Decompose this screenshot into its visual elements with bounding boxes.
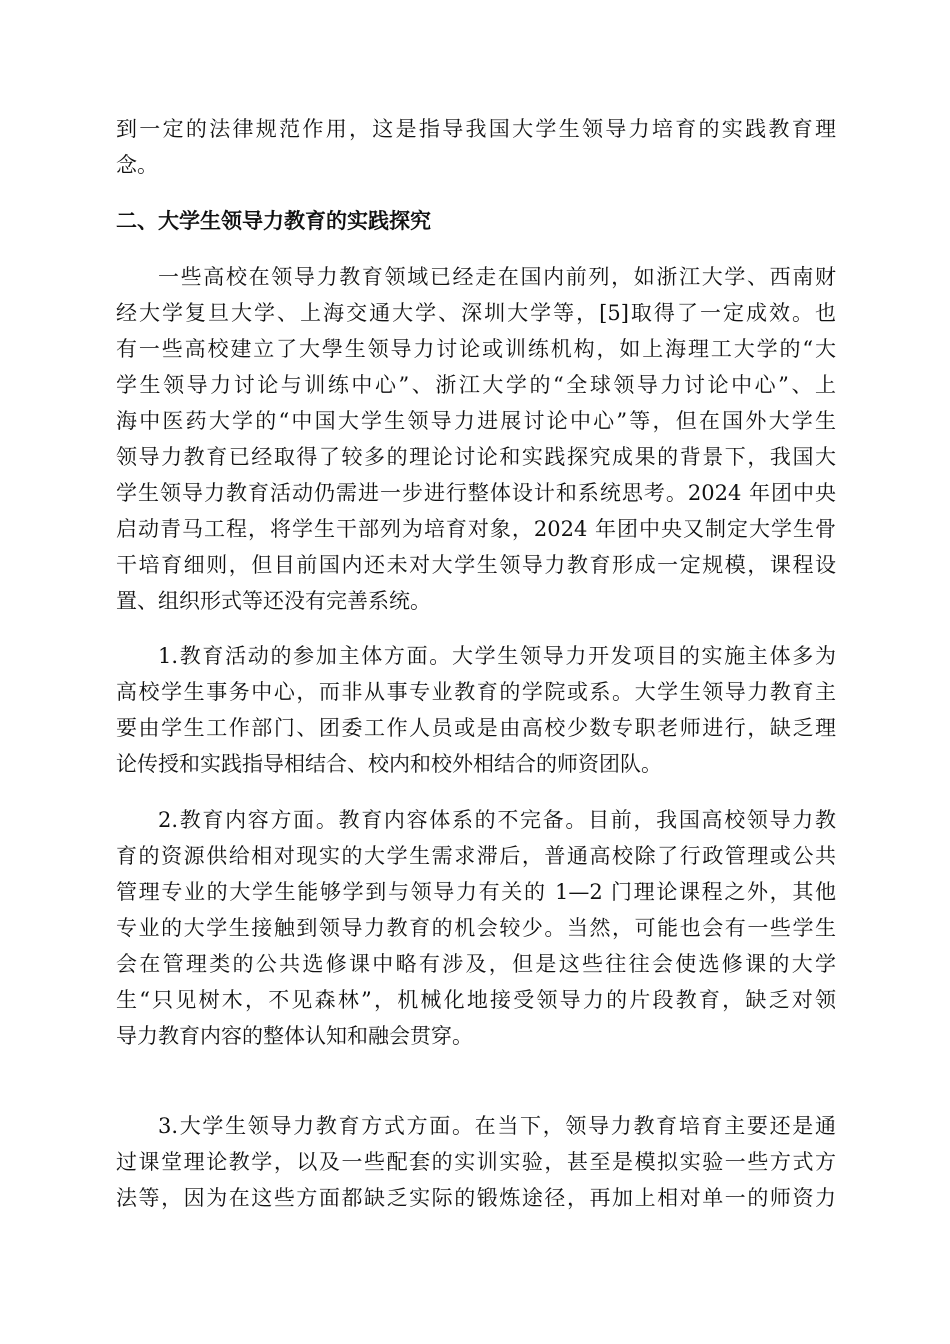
paragraph-line: 3.大学生领导力教育方式方面。在当下，领导力教育培育主要还是通 (158, 1114, 836, 1138)
paragraph-line: 启动青马工程，将学生干部列为培育对象，2024 年团中央又制定大学生骨 (116, 517, 836, 541)
section-heading: 二、大学生领导力教育的实践探究 (116, 209, 431, 233)
paragraph-line: 法等，因为在这些方面都缺乏实际的锻炼途径，再加上相对单一的师资力 (116, 1186, 836, 1210)
paragraph-line: 要由学生工作部门、团委工作人员或是由高校少数专职老师进行，缺乏理 (116, 716, 836, 740)
paragraph-line: 领导力教育已经取得了较多的理论讨论和实践探究成果的背景下，我国大 (116, 445, 836, 469)
paragraph-line: 有一些高校建立了大學生领导力讨论或训练机构，如上海理工大学的“大 (116, 337, 836, 361)
paragraph-line: 育的资源供给相对现实的大学生需求滞后，普通高校除了行政管理或公共 (116, 844, 836, 868)
paragraph-line: 会在管理类的公共选修课中略有涉及，但是这些往往会使选修课的大学 (116, 952, 836, 976)
paragraph-line: 海中医药大学的“中国大学生领导力进展讨论中心”等，但在国外大学生 (116, 409, 836, 433)
paragraph-line: 学生领导力教育活动仍需进一步进行整体设计和系统思考。2024 年团中央 (116, 481, 836, 505)
paragraph-line: 1.教育活动的参加主体方面。大学生领导力开发项目的实施主体多为 (158, 644, 836, 668)
paragraph-line: 生“只见树木，不见森林”，机械化地接受领导力的片段教育，缺乏对领 (116, 988, 836, 1012)
paragraph-line: 念。 (116, 153, 158, 177)
paragraph-line: 高校学生事务中心，而非从事专业教育的学院或系。大学生领导力教育主 (116, 680, 836, 704)
paragraph-line: 2.教育内容方面。教育内容体系的不完备。目前，我国高校领导力教 (158, 808, 836, 832)
paragraph-line: 专业的大学生接触到领导力教育的机会较少。当然，可能也会有一些学生 (116, 916, 836, 940)
paragraph-line: 过课堂理论教学，以及一些配套的实训实验，甚至是模拟实验一些方式方 (116, 1150, 836, 1174)
paragraph-line: 学生领导力讨论与训练中心”、浙江大学的“全球领导力讨论中心”、上 (116, 373, 836, 397)
paragraph-line: 一些高校在领导力教育领域已经走在国内前列，如浙江大学、西南财 (158, 265, 836, 289)
paragraph-line: 到一定的法律规范作用，这是指导我国大学生领导力培育的实践教育理 (116, 117, 836, 141)
paragraph-line: 经大学复旦大学、上海交通大学、深圳大学等，[5]取得了一定成效。也 (116, 301, 836, 325)
paragraph-line: 干培育细则，但目前国内还未对大学生领导力教育形成一定规模，课程设 (116, 553, 836, 577)
paragraph-line: 导力教育内容的整体认知和融会贯穿。 (116, 1024, 473, 1048)
paragraph-line: 管理专业的大学生能够学到与领导力有关的 1—2 门理论课程之外，其他 (116, 880, 836, 904)
paragraph-line: 置、组织形式等还没有完善系统。 (116, 589, 431, 613)
paragraph-line: 论传授和实践指导相结合、校内和校外相结合的师资团队。 (116, 752, 662, 776)
